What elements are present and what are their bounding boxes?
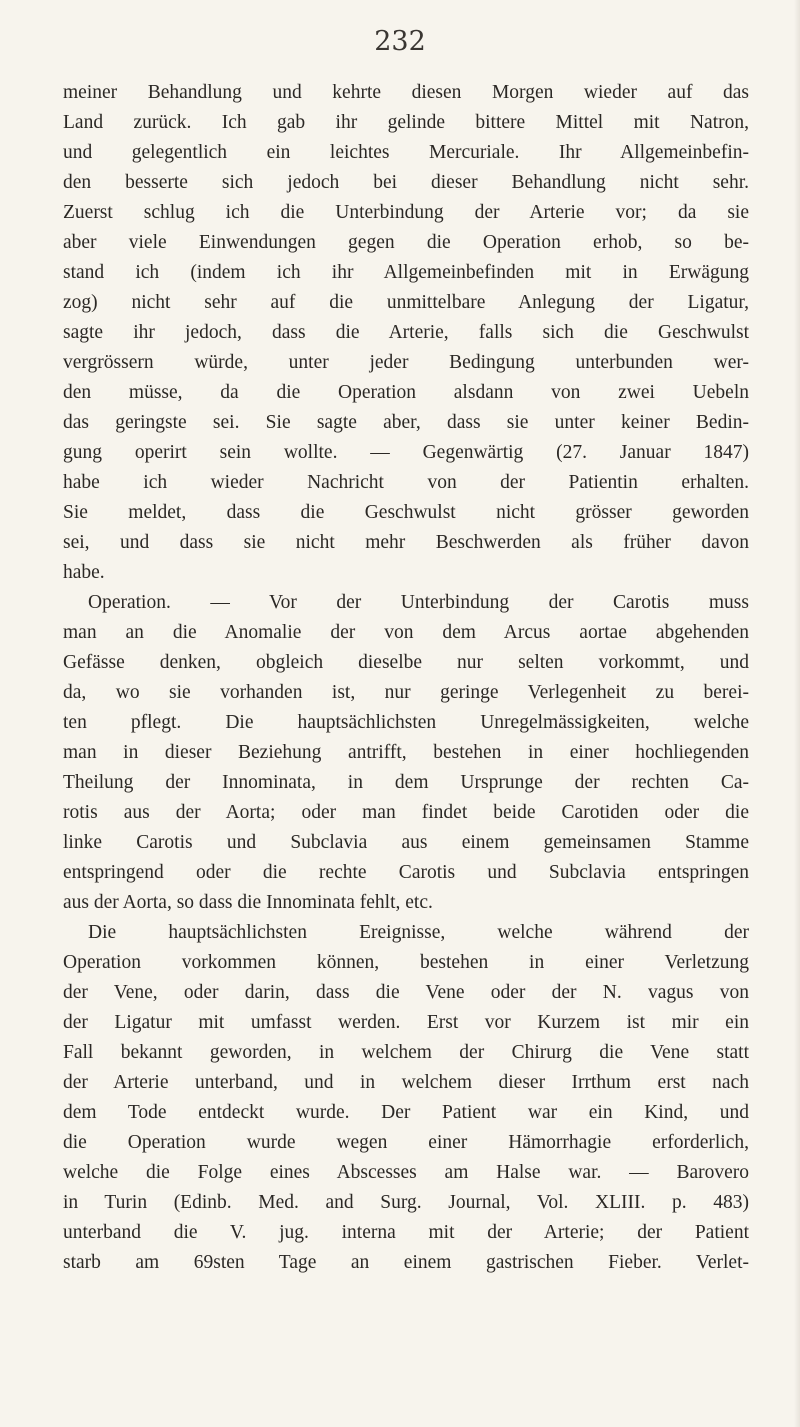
text-line: Die hauptsächlichsten Ereignisse, welche während der	[88, 922, 749, 943]
text-line: unterband die V. jug. interna mit der Arterie; der Patient	[63, 1222, 749, 1243]
text-line: den müsse, da die Operation alsdann von zwei Uebeln	[63, 382, 749, 403]
text-line: habe.	[63, 562, 105, 583]
text-line: der Arterie unterband, und in welchem dieser Irrthum erst nach	[63, 1072, 749, 1093]
text-line: da, wo sie vorhanden ist, nur geringe Verlegenheit zu berei-	[63, 682, 749, 703]
text-line: Theilung der Innominata, in dem Ursprunge der rechten Ca-	[63, 772, 749, 793]
text-line: der Ligatur mit umfasst werden. Erst vor Kurzem ist mir ein	[63, 1012, 749, 1033]
text-line: zog) nicht sehr auf die unmittelbare Anlegung der Ligatur,	[63, 292, 749, 313]
text-line: vergrössern würde, unter jeder Bedingung unterbunden wer-	[63, 352, 749, 373]
text-line: ten pflegt. Die hauptsächlichsten Unregelmässigkeiten, welche	[63, 712, 749, 733]
body-text	[63, 78, 749, 1278]
text-line: den besserte sich jedoch bei dieser Behandlung nicht sehr.	[63, 172, 749, 193]
text-line: Sie meldet, dass die Geschwulst nicht grösser geworden	[63, 502, 749, 523]
text-line: aber viele Einwendungen gegen die Operation erhob, so be-	[63, 232, 749, 253]
text-line: Zuerst schlug ich die Unterbindung der Arterie vor; da sie	[63, 202, 749, 223]
text-line: sei, und dass sie nicht mehr Beschwerden als früher davon	[63, 532, 749, 553]
text-line: dem Tode entdeckt wurde. Der Patient war ein Kind, und	[63, 1102, 749, 1123]
text-line: man an die Anomalie der von dem Arcus aortae abgehenden	[63, 622, 749, 643]
text-line: entspringend oder die rechte Carotis und Subclavia entspringen	[63, 862, 749, 883]
text-line: sagte ihr jedoch, dass die Arterie, falls sich die Geschwulst	[63, 322, 749, 343]
text-line: und gelegentlich ein leichtes Mercuriale. Ihr Allgemeinbefin-	[63, 142, 749, 163]
text-line: das geringste sei. Sie sagte aber, dass sie unter keiner Bedin-	[63, 412, 749, 433]
text-line: rotis aus der Aorta; oder man findet beide Carotiden oder die	[63, 802, 749, 823]
text-line: habe ich wieder Nachricht von der Patientin erhalten.	[63, 472, 749, 493]
text-line: Gefässe denken, obgleich dieselbe nur selten vorkommt, und	[63, 652, 749, 673]
text-line: welche die Folge eines Abscesses am Halse war. — Barovero	[63, 1162, 749, 1183]
text-line: starb am 69sten Tage an einem gastrischen Fieber. Verlet-	[63, 1252, 749, 1273]
page-number: 232	[374, 26, 426, 57]
text-line: die Operation wurde wegen einer Hämorrhagie erforderlich,	[63, 1132, 749, 1153]
scan-edge-shadow	[794, 0, 800, 1427]
text-line: in Turin (Edinb. Med. and Surg. Journal, Vol. XLIII. p. 483)	[63, 1192, 749, 1213]
text-line: linke Carotis und Subclavia aus einem gemeinsamen Stamme	[63, 832, 749, 853]
text-line: gung operirt sein wollte. — Gegenwärtig (27. Januar 1847)	[63, 442, 749, 463]
text-line: Operation vorkommen können, bestehen in einer Verletzung	[63, 952, 749, 973]
section-heading-line: Operation. — Vor der Unterbindung der Carotis muss	[88, 592, 749, 613]
text-line: meiner Behandlung und kehrte diesen Morgen wieder auf das	[63, 82, 749, 103]
text-line: aus der Aorta, so dass die Innominata fehlt, etc.	[63, 892, 433, 913]
text-line: man in dieser Beziehung antrifft, bestehen in einer hochliegenden	[63, 742, 749, 763]
text-line: stand ich (indem ich ihr Allgemeinbefinden mit in Erwägung	[63, 262, 749, 283]
text-line: der Vene, oder darin, dass die Vene oder der N. vagus von	[63, 982, 749, 1003]
text-line: Land zurück. Ich gab ihr gelinde bittere Mittel mit Natron,	[63, 112, 749, 133]
text-line: Fall bekannt geworden, in welchem der Chirurg die Vene statt	[63, 1042, 749, 1063]
